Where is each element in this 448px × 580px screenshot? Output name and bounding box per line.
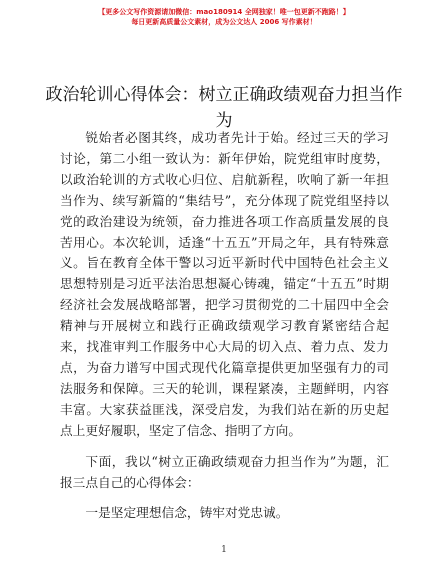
promo-header: [0, 7, 448, 27]
body-paragraph-1: 锐始者必图其终，成功者先计于始。经过三天的学习讨论，第二小组一致认为：新年伊始，院党组审时度势，以政治轮训的方式收心归位、启航新程，吹响了新一年担当作为、续写新篇的“集结号”，充分体现了院党组坚持以党的政治建设为统领，奋力推进各项工作高质量发展的良苦用心。本次轮训，适逢“十五五”开局之年，具有特殊意义。旨在教育全体干警以习近平新时代中国特色社会主义思想特别是习近平法治思想凝心铸魂，锚定“十五五”时期经济社会发展战略部署，把学习贯彻党的二十届四中全会精神与开展树立和践行正确政绩观学习教育紧密结合起来，找准审判工作服务中心大局的切入点、着力点、发力点，为奋力谱写中国式现代化篇章提供更加坚强有力的司法服务和保障。三天的轮训，课程紧凑，主题鲜明，内容丰富。大家获益匪浅，深受启发，为我们站在新的历史起点上更好履职，坚定了信念、指明了方向。: [60, 130, 389, 438]
body-paragraph-3: 一是坚定理想信念，铸牢对党忠诚。: [85, 505, 289, 521]
body-paragraph-2: 下面，我以“树立正确政绩观奋力担当作为”为题，汇报三点自己的心得体会：: [60, 453, 389, 490]
document-body: [60, 128, 389, 524]
promo-header-line2: 每日更新高质量公文素材，成为公文达人 2006 写作素材！: [131, 18, 317, 26]
page-number: 1: [221, 545, 227, 555]
document-title: 政治轮训心得体会：树立正确政绩观奋力担当作为: [45, 85, 403, 131]
promo-header-line1: 【更多公文写作资源请加微信：mao180914 全网独家！唯一包更新不跑路！】: [98, 8, 350, 16]
